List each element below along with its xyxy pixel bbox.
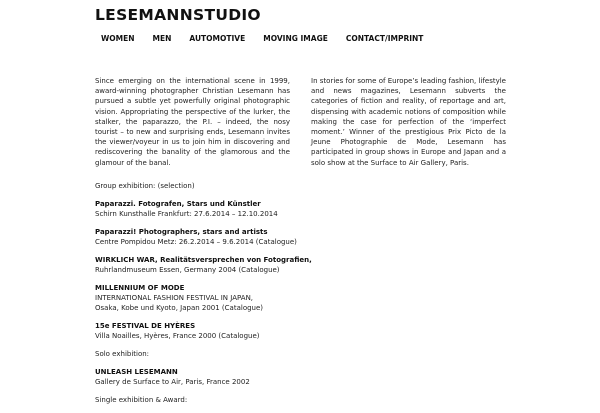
exhibition-detail: INTERNATIONAL FASHION FESTIVAL IN JAPAN, <box>95 294 254 302</box>
exhibition-detail: Osaka, Kobe und Kyoto, Japan 2001 (Catalogue) <box>95 304 264 313</box>
exhibition-title: MILLENNIUM OF MODE <box>95 283 185 292</box>
nav-automotive[interactable]: AUTOMOTIVE <box>189 34 246 43</box>
exhibition-item <box>95 321 395 341</box>
solo-exhibition-label: Solo exhibition: <box>95 350 150 358</box>
exhibition-title: UNLEASH LESEMANN <box>95 367 178 376</box>
intro-right-column: In stories for some of Europe’s leading fashion, lifestyle and news magazines, Lesemann subverts the categories of fiction and reality, of reportage and art, dispensing with academic notions of composition while making the case for perfection of the ‘imperfect moment.’ Winner of the prestigious Prix Picto de la Jeune Photographie de Mode, Lesemann has participated in group shows in Europe and Japan and a solo show at the Surface to Air Gallery, Paris. <box>311 77 506 167</box>
exhibition-item <box>95 255 395 275</box>
intro-left-column: Since emerging on the international scene in 1999, award-winning photographer Christian Lesemann has pursued a subtle yet powerfully original photographic vision. Appropriating the perspective of the lurker, the stalker, the paparazzo, the P.I. – indeed, the nosy tourist – to new and surprising ends, Lesemann invites the viewer/voyeur in us to join him in discovering and rediscovering the banality of the glamorous and the glamour of the banal. <box>95 77 290 167</box>
exhibition-item <box>95 367 395 387</box>
exhibition-item <box>95 227 395 247</box>
site-title[interactable]: LESEMANNSTUDIO <box>95 6 261 24</box>
exhibition-title: Paparazzi. Fotografen, Stars und Künstler <box>95 199 261 208</box>
exhibition-detail: Centre Pompidou Metz: 26.2.2014 – 9.6.2014 (Catalogue) <box>95 238 297 246</box>
exhibition-detail: Villa Noailles, Hyères, France 2000 (Catalogue) <box>95 332 260 341</box>
exhibition-detail: Gallery de Surface to Air, Paris, France 2002 <box>95 378 250 386</box>
nav-women[interactable]: WOMEN <box>101 34 135 43</box>
main-nav <box>101 34 423 44</box>
exhibition-title: WIRKLICH WAR, Realitätsversprechen von Fotografien, <box>95 255 312 264</box>
nav-men[interactable]: MEN <box>152 34 172 43</box>
exhibitions-list <box>95 181 395 413</box>
exhibition-detail: Ruhrlandmuseum Essen, Germany 2004 (Catalogue) <box>95 266 280 274</box>
exhibition-title: 15e FESTIVAL DE HYÈRES <box>95 322 196 330</box>
nav-contact-imprint[interactable]: CONTACT/IMPRINT <box>345 34 424 43</box>
group-exhibition-label: Group exhibition: (selection) <box>95 182 195 190</box>
exhibition-detail: Schirn Kunsthalle Frankfurt: 27.6.2014 – 12.10.2014 <box>95 210 278 218</box>
exhibition-title: Paparazzi! Photographers, stars and artists <box>95 227 268 236</box>
single-exhibition-award-label: Single exhibition & Award: <box>95 395 188 404</box>
exhibition-item <box>95 199 395 219</box>
nav-moving-image[interactable]: MOVING IMAGE <box>263 34 328 43</box>
exhibition-item <box>95 283 395 314</box>
